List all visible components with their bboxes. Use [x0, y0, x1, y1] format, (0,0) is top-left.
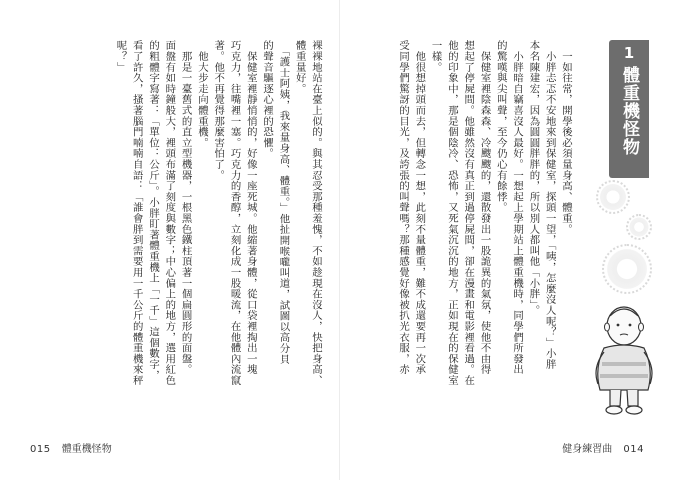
page-gutter: [339, 0, 340, 480]
left-page-body-text: 裸裸地站在臺上似的。與其忍受那種羞愧，不如趁現在沒人，快把身高、 體重量好。 「護士阿姨，我來量身高、體重。」他扯開喉嚨叫道，試圖以高分貝 的聲音驅逐心裡的恐懼。 保健室裡靜悄悄的，好像一座死城。他縮著身體，從口袋裡掏出一塊 巧克力，往嘴裡一塞。巧克力的香醇，立刻化成一股暖流，在他體內流竄 著。他不再覺得那麼害怕了。 他大步走向體重機。 那是一臺舊式的直立型機器，一根黑色鐵柱頂著一個扁圓形的面盤。 面盤有如時鐘般大，裡頭布滿了刻度與數字；中心偏上的地方，選用紅色 的粗體字寫著：「單位：公斤」。小胖盯著體重機上「一千」這個數字， 看了許久，搔著腦門喃喃自語：「誰會胖到需要用一千公斤的體重機來秤 呢？」: [114, 40, 322, 386]
left-running-title: 體重機怪物: [61, 444, 112, 455]
right-running-title: 健身練習曲: [562, 444, 613, 455]
right-page-number: 014: [623, 444, 644, 455]
left-page-number: 015: [30, 444, 51, 455]
left-page-footer: [30, 440, 120, 455]
right-page-body-text: 一如往常，開學後必須量身高、體重。 小胖忐忑不安地來到保健室，探頭一望，「咦，怎麼沒人呢？」小胖 本名陳建宏，因為圓圓胖胖的，所以別人都叫他「小胖」。 小胖暗自竊喜沒人最好。一想起上學期站上體重機時，同學們所發出 的驚嘆與尖叫聲，至今仍心有餘悸。 保健室裡陰森森、冷颼颼的，還散發出一股詭異的氣氛，使他不由得 想起了停屍間。他雖然沒有真正到過停屍間，卻在漫畫和電影裡看過。在 他的印象中，那是個陰冷、恐怖，又死氣沉沉的地方，正如現在的保健室 一樣。 他很想掉頭而去，但轉念一想，此刻不量體重，難不成還要再一次承 受同學們驚訝的目光，及誇張的叫聲嗎？那種感覺好像被扒光衣服，赤: [397, 40, 572, 386]
right-page-footer: [554, 440, 644, 455]
gear-decoration-icon: [626, 214, 652, 240]
gear-decoration-icon: [596, 180, 630, 214]
gear-decoration-icon: [602, 244, 652, 294]
chubby-boy-illustration: [584, 298, 664, 418]
chapter-number: 1: [623, 44, 635, 62]
chapter-title: 體重機怪物: [619, 66, 639, 156]
